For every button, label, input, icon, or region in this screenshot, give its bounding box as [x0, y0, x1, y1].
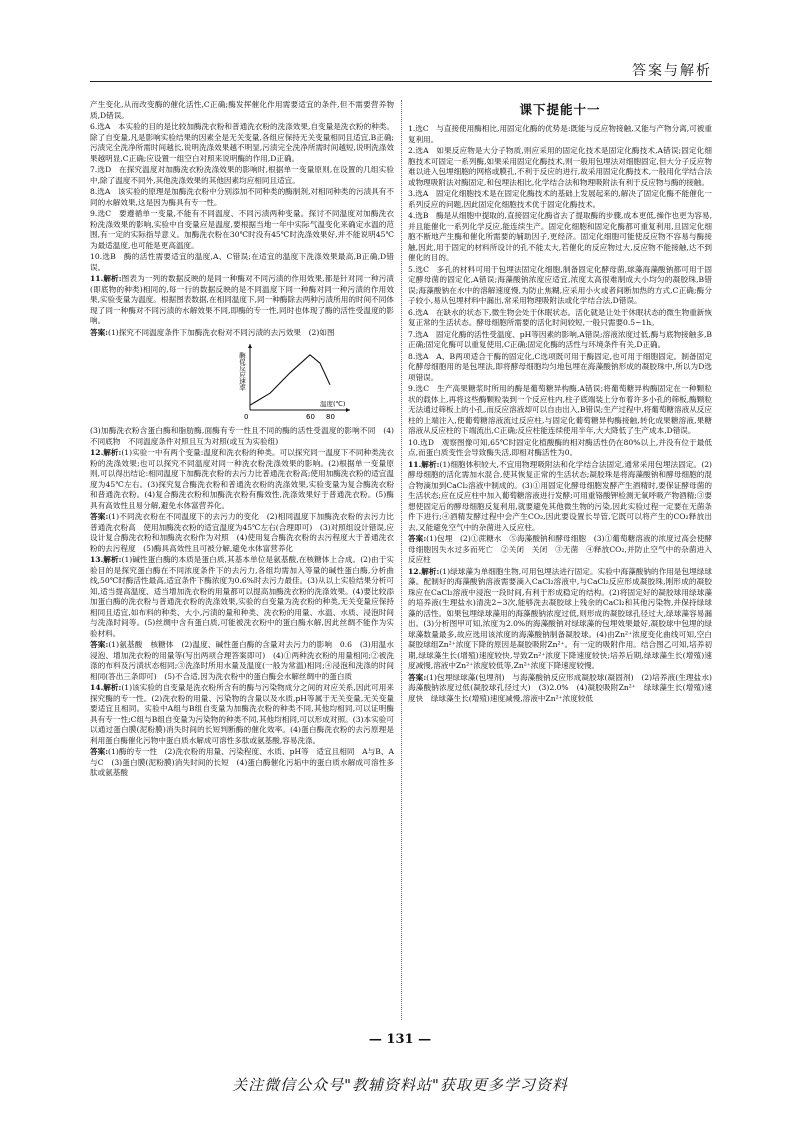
item-label: 答案: [408, 672, 427, 682]
answer-item [90, 187, 394, 208]
answer-item [90, 165, 394, 186]
answer-item [408, 672, 720, 705]
answer-item [90, 747, 394, 779]
x-tick-label: 80 [326, 413, 335, 421]
item-text: (1)探究不同温度条件下加酶洗衣粉对不同污渍的去污效果 (2)如图 [108, 327, 335, 337]
item-text: 6.选A 在缺水的状态下,微生物会处于休眠状态。活化就是让处于休眠状态的微生物重新恢复正常的生活状态。酵母细胞所需要的活化时间较短,一般只需要0.5~1h。 [408, 307, 712, 327]
left-items-after-chart [90, 426, 394, 779]
right-items [408, 124, 720, 704]
item-text: (1)该实验的自变量是洗衣粉所含有的酶与污染物成分之间的对应关系,因此可用来探究酶的专一性。(2)洗衣粉的用量、污染物的含量以及水质,pH等属于无关变量,无关变量要适宜且相同。实验中A组与B组自变量为加酶洗衣粉的种类不同,其他均相同,可以证明酶具有专一性;C组与B组自变量为污染物的种类不同,其他均相同,可以形成对照。(3)本实验可以通过蛋白膜(泥粉膜)消失时间的长短判断酶的催化效率。(4)蛋白酶洗衣粉的去污原理是利用蛋白酶催化污物中蛋白质水解成可溶性多肽或氨基酸,容易洗涤。 [90, 683, 395, 745]
item-label: 答案: [90, 640, 109, 649]
item-text: (1)实验一中有两个变量:温度和洗衣粉的种类。可以探究同一温度下不同种类洗衣粉的洗涤效果;也可以探究不同温度对同一种洗衣粉洗涤效果的影响。(2)根据单一变量原则,可以得出结论:相同温度下加酶洗衣粉的去污力比普通洗衣粉高;使用加酶洗衣粉的适宜温度为45℃左右。(3)探究复合酶洗衣粉和普通洗衣粉的洗涤效果,实验变量为复合酶洗衣粉和普通洗衣粉。(4)复合酶洗衣粉和加酶洗衣粉有酶效性,洗涤效果好于普通洗衣粉。(5)酶具有高效性且易分解,避免水体富营养化。 [90, 448, 395, 510]
answer-item [408, 189, 712, 210]
x-axis-arrow [346, 408, 350, 412]
item-text: (1)酶的专一性 (2)洗衣粉的用量、污染程度、水质、pH等 适宜且相同 A与B、A与C (3)蛋白膜(泥粉膜)消失时间的长短 (4)蛋白酶催化污垢中的蛋白质水解成可溶性多肽或氨基酸 [90, 747, 394, 777]
y-axis-label: 酶促反应速率 [238, 352, 246, 391]
answer-item [90, 252, 394, 273]
item-label: 11.解析: [90, 274, 122, 283]
page-header [90, 52, 712, 82]
enzyme-temperature-chart [90, 340, 390, 424]
item-label: 答案: [408, 534, 427, 543]
answer-item [90, 100, 394, 121]
item-text: 图表为一列的数据反映的是同一种酶对不同污渍的作用效果,都是针对同一种污渍(即底物的种类)相同的,每一行的数据反映的是不同温度下同一种酶对同一种污渍的作用效果,实验变量为温度。根据图表数据,在相同温度下,同一种酶除去两种污渍所用的时间不同体现了同一种酶对不同污渍的水解效果不同,即酶的专一性,同时也体现了酶的活性受温度的影响。 [90, 274, 394, 325]
y-axis-arrow [248, 344, 252, 348]
item-label: 14.解析: [90, 683, 122, 692]
answer-item [408, 567, 712, 672]
item-text: (1)包埋绿球藻(包埋剂) 与海藻酸钠反应形成凝胶球(凝固剂) (2)培养液(生理盐水) 海藻酸钠浓度过低(凝胶球孔径过大) (3)2.0% (4)凝胶吸附Zn²⁺ 绿球藻生长(增殖)速度快 绿球藻生长(增殖)速度减慢,溶液中Zn²⁺浓度较低 [408, 672, 720, 703]
item-label: 12.解析: [90, 448, 122, 457]
answer-item [408, 308, 712, 329]
item-label: 11.解析: [408, 459, 440, 469]
page-number: — 131 — [368, 1032, 432, 1047]
answer-item [408, 534, 712, 566]
answer-item [90, 122, 394, 164]
answer-item [90, 640, 394, 682]
item-text: 3.选A 固定化细胞技术是在固定化酶技术的基础上发展起来的,解决了固定化酶不能催化一系列反应的问题,因此固定化细胞技术优于固定化酶技术。 [408, 189, 712, 209]
x-axis-label: 温度(℃) [320, 400, 346, 408]
item-text: 5.选C 多孔的材料可用于包埋法固定化细胞,制备固定化酵母菌,球藻海藻酸钠都可用于固定酵母菌的固定化,A错误;海藻酸钠浓度应适宜,浓度太高很难制成大小均匀的凝胶珠,B错误;海藻酸钠在水中的溶解速度慢,为防止焦糊,应采用小火或者间断加热的方式,C正确;酶分子较小,易从包埋材料中漏出,常采用物理吸附法或化学结合法,D错误。 [408, 264, 712, 305]
item-text: 8.选A 该实验的原理是加酶洗衣粉中分别添加不同种类的酶制剂,对相同种类的污渍具有不同的水解效果,这是因为酶具有专一性。 [90, 187, 394, 207]
answer-item [90, 274, 394, 327]
answer-item [408, 384, 712, 437]
item-text: 10.选B 酶的活性需要适宜的温度,A、C错误;在适宜的温度下洗涤效果最高,B正确,D错误。 [90, 252, 394, 272]
x-tick-label: 0 [244, 413, 249, 421]
item-text: 9.选C 要遵循单一变量,不能有不同温度、不同污渍两种变量。探讨不同温度对加酶洗衣粉洗涤效果的影响,实验中自变量应是温度,要根据当地一年中实际气温变化来确定水温的范围,有一定的实际指导意义。加酶洗衣粉在30℃时没有45℃时洗涤效果好,并不能说明45℃为最适温度,也可能是更高温度。 [90, 209, 394, 250]
answer-item [408, 211, 712, 264]
right-column [408, 100, 720, 1020]
item-text: 6.选A 本实验的目的是比较加酶洗衣粉和普通洗衣粉的洗涤效果,自变量是洗衣粉的种类。除了自变量,凡是影响实验结果的因素全是无关变量,各组应保持无关变量相同且适宜,B正确;污渍完全洗净所需时间越长,说明洗涤效果越不明显,污渍完全洗净所需时间越短,说明洗涤效果越明显,C正确;应设置一组空白对照来说明酶的作用,D正确。 [90, 122, 394, 163]
header-title: 答案与解析 [632, 63, 712, 79]
item-label: 答案: [90, 327, 108, 337]
left-items [90, 100, 394, 338]
item-text: (1)碱性蛋白酶的本质是蛋白质,其基本单位是氨基酸,在核糖体上合成。(2)由于实验目的是探究蛋白酶在不同浓度条件下的去污力,各组均需加入等量的碱性蛋白酶,分析曲线,50℃时酶活性最高,适宜条件下酶浓度为0.6%时去污力最佳。(3)从以上实验结果分析可知,适当提高温度、适当增加洗衣粉的用量都可以提高加酶洗衣粉的洗涤效果。(4)要比较添加蛋白酶的洗衣粉与普通洗衣粉的洗涤效果,实验的自变量为洗衣粉的种类,无关变量应保持相同且适宜,如布料的种类、大小,污渍的量和种类、洗衣粉的用量、水温、水质、浸泡时间与洗涤时间等。(5)丝绸中含有蛋白质,可能被洗衣粉中的蛋白酶水解,因此丝绸不能作为实验材料。 [90, 555, 395, 638]
item-text: 产生变化,从而改变酶的催化活性,C正确;酶发挥催化作用需要适宜的条件,但不需要营养物质,D错误。 [90, 100, 394, 120]
item-text: (1)细胞体积较大,不宜用物理吸附法和化学结合法固定,通常采用包埋法固定。(2)酵母细胞的活化需加水混合,使其恢复正常的生活状态;凝胶珠是将海藻酸钠和酵母细胞的混合物滴加到CaCl₂溶液中制成的。(3)①用固定化酵母细胞发酵产生酒精时,要保证酵母菌的生活状态;应在反应柱中加入葡萄糖溶液进行发酵;可用重铬酸钾检测无氧呼吸产物酒精;③要想使固定后的酵母细胞反复利用,就要避免其他微生物的污染,因此实验过程一定要在无菌条件下进行;④酒精发酵过程中会产生CO₂,因此要设置长导管,它既可以将产生的CO₂释放出去,又能避免空气中的杂菌进入反应柱。 [408, 459, 713, 532]
item-text: 1.选C 与直接使用酶相比,用固定化酶的优势是:既能与反应物接触,又能与产物分离,可被重复利用。 [408, 124, 712, 144]
answer-item [90, 512, 394, 554]
answer-item [90, 448, 394, 511]
item-text: 10.选D 观察图像可知,65℃时固定化植酸酶的相对酶活性仍在80%以上,并没有位于最低点,而蛋白质变性会导致酶失活,即相对酶活性为0。 [408, 437, 712, 457]
answer-item [408, 265, 712, 307]
item-text: 7.选A 固定化酶的活性受温度、pH等因素的影响,A错误;溶液浓度过低,酶与底物接触多,B正确;固定化酶可以重复使用,C正确;固定化酶的活性与环境条件有关,D正确。 [408, 329, 712, 349]
item-text: 8.选A A、B两项适合于酶的固定化,C选项既可用于酶固定,也可用于细胞固定。制备固定化酵母细胞用的是包埋法,即将酵母细胞均匀地包埋在海藻酸钠形成的凝胶珠中,所以为D选项错误。 [408, 351, 712, 382]
answer-item [90, 426, 394, 447]
answer-item [408, 146, 712, 188]
item-text: 9.选C 生产高果糖浆时所用的酶是葡萄糖异构酶,A错误;将葡萄糖异构酶固定在一种颗粒状的载体上,再将这些酶颗粒装到一个反应柱内,柱子底端装上分布着许多小孔的筛板,酶颗粒无法通过筛板上的小孔,而反应溶液却可以自由出入,B错误;生产过程中,将葡萄糖溶液从反应柱的上端注入,使葡萄糖溶液流过反应柱,与固定化葡萄糖异构酶接触,转化成果糖溶液,果糖溶液从反应柱的下端流出,C正确;反应柱能连续使用半年,大大降低了生产成本,D错误。 [408, 384, 712, 435]
left-column [90, 100, 394, 1020]
chart-svg [90, 340, 390, 424]
footer-note: 关注微信公众号"教辅资料站"获取更多学习资料 [232, 1076, 568, 1094]
item-label: 答案: [90, 512, 109, 521]
answer-item [408, 124, 712, 145]
item-text: (3)加酶洗衣粉含蛋白酶和脂肪酶,面酶有专一性且不同的酶的活性受温度的影响不同 (4)不同底物 不同温度条件对照且互为对照(或互为实验组) [90, 426, 394, 446]
x-tick-label: 60 [306, 413, 315, 421]
section-title: 课下提能十一 [519, 102, 601, 117]
item-text: (1)不同洗衣粉在不同温度下的去污力的变化 (2)相同温度下加酶洗衣粉的去污力比普通洗衣粉高 使用加酶洗衣粉的适宜温度为45℃左右(合理即可) (3)对照组设计错误,应设计复合酶洗衣粉和加酶洗衣粉作为对照 (4)使用复合酶洗衣粉的去污程度大于普通洗衣粉的去污程度 (5)酶具高效性且可被分解,避免水体富营养化 [90, 512, 394, 553]
answer-item [408, 460, 712, 534]
item-label: 答案: [90, 747, 109, 756]
item-label: 12.解析: [408, 566, 440, 576]
item-text: (1)包埋 (2)①蔗糖水 ⑤海藻酸钠和酵母细胞 (3)①葡萄糖溶液的浓度过高会使酵母细胞因失水过多而死亡 ②关闭 关闭 ③无菌 ④释放CO₂,并防止空气中的杂菌进入反应柱 [408, 534, 712, 564]
answer-item [408, 330, 712, 351]
curve-line [250, 355, 330, 405]
header-rule [90, 81, 712, 82]
item-text: 7.选D 在探究温度对加酶洗衣粉洗涤效果的影响时,根据单一变量原则,在设置的几组实验中,除了温度不同外,其他洗涤效果的其他因素均应相同且适宜。 [90, 165, 394, 185]
answer-item [408, 352, 712, 384]
answer-item [90, 328, 394, 339]
item-label: 13.解析: [90, 555, 122, 564]
item-text: 4.选B 酶是从细胞中提取的,直接固定化酶省去了提取酶的步骤,成本更低,操作也更为容易,并且能催化一系列化学反应,能连续生产。固定化细胞和固定化酶都可重复利用,且固定化细胞不断地产生酶和催化所需要的辅助因子,更经济。固定化细胞可能使反应物不容易与酶接触,因此,用于固定的材料所设计的孔不能太大,若催化的反应物过大,反应物不能接触,达不到催化的目的。 [408, 211, 712, 262]
answer-item [90, 209, 394, 251]
item-text: (1)氨基酸 核糖体 (2)温度、碱性蛋白酶的含量对去污力的影响 0.6 (3)用温水浸泡、增加洗衣粉的用量等(写出两项合理答案即可) (4)①两种洗衣粉的用量相同;②被洗涤的布料及污渍状态相同;③洗涤时所用水量及温度(一般为常温)相同;④浸泡和洗涤的时间相同(答出三条即可) (5)不合适,因为洗衣粉中的蛋白酶会水解丝绸中的蛋白质 [90, 640, 394, 681]
item-text: 2.选A 如果反应物是大分子物质,则应采用的固定化技术是固定化酶技术,A错误;固定化细胞技术可固定一系列酶,如果采用固定化酶技术,则一般用包埋法对细胞固定,但大分子反应物难以进入包埋细胞的网格或膜孔,不利于反应的进行,故采用固定化酶技术,一般用化学结合法或物理吸附法对酶固定,和包埋法相比,化学结合法和物理吸附法有利于反应物与酶的接触。 [408, 146, 712, 187]
answer-item [408, 438, 712, 459]
answer-item [90, 555, 394, 639]
answer-item [90, 683, 394, 746]
item-text: (1)绿球藻为单细胞生物,可用包埋法进行固定。实验中海藻酸钠的作用是包埋绿球藻。配制好的海藻酸钠溶液需要滴入CaCl₂溶液中,与CaCl₂反应形成凝胶珠,刚形成的凝胶珠应在CaCl₂溶液中浸泡一段时间,有利于形成稳定的结构。(2)将固定好的凝胶球用绿球藻的培养液(生理盐水)清洗2~3次,能够洗去凝胶球上残余的CaCl₂和其他污染物,并保持绿球藻的活性。如果包埋绿球藻用的海藻酸钠浓度过低,则形成的凝胶球孔径过大,绿球藻容易漏出。(3)分析图甲可知,浓度为2.0%的海藻酸钠对绿球藻的包埋效果最好,凝胶球中包埋的绿球藻数量最多,故应选用该浓度的海藻酸钠制备凝胶球。(4)由Zn²⁺浓度变化曲线可知,空白凝胶球组Zn²⁺浓度下降的原因是凝胶吸附Zn²⁺。有一定的吸附作用。结合图乙可知,培养初期,绿球藻生长(增殖)速度较快,导致Zn²⁺浓度下降速度较快;培养后期,绿球藻生长(增殖)速度减慢,溶液中Zn²⁺浓度较低等,Zn²⁺浓度下降速度较慢。 [408, 566, 713, 670]
column-divider [401, 100, 402, 1020]
